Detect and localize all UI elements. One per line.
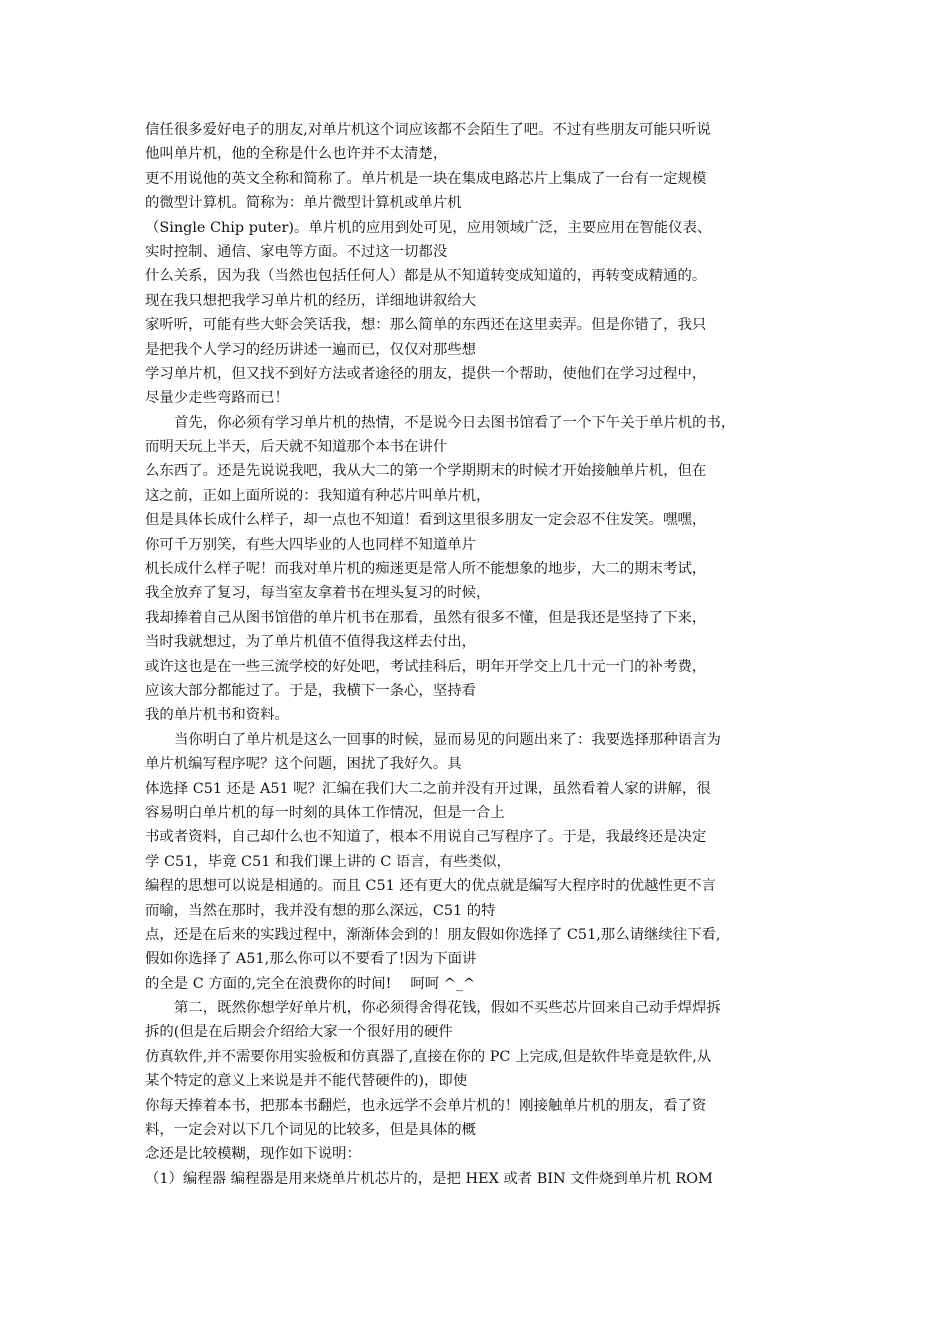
text-line: 当你明白了单片机是这么一回事的时候，显而易见的问题出来了：我要选择那种语言为	[174, 731, 721, 748]
text-line: 或许这也是在一些三流学校的好处吧，考试挂科后，明年开学交上几十元一门的补考费，	[145, 658, 707, 675]
text-line: 假如你选择了 A51,那么你可以不要看了!因为下面讲	[145, 951, 477, 968]
text-line: 学 C51，毕竟 C51 和我们课上讲的 C 语言，有些类似，	[145, 853, 511, 870]
text-line: 是把我个人学习的经历讲述一遍而已，仅仅对那些想	[145, 341, 476, 358]
document-page	[145, 118, 810, 1228]
text-line: 某个特定的意义上来说是并不能代替硬件的)，即使	[145, 1073, 468, 1090]
text-line: 料，一定会对以下几个词见的比较多，但是具体的概	[145, 1122, 476, 1139]
text-line: 实时控制、通信、家电等方面。不过这一切都没	[145, 243, 448, 260]
text-line: 仿真软件,并不需要你用实验板和仿真器了,直接在你的 PC 上完成,但是软件毕竟是软件,从	[145, 1048, 712, 1065]
text-line: 而喻，当然在那时，我并没有想的那么深远，C51 的特	[145, 902, 496, 919]
text-line: 容易明白单片机的每一时刻的具体工作情况，但是一合上	[145, 804, 505, 821]
text-line: 信任很多爱好电子的朋友,对单片机这个词应该都不会陌生了吧。不过有些朋友可能只听说	[145, 122, 711, 138]
text-line: 什么关系，因为我（当然也包括任何人）都是从不知道转变成知道的，再转变成精通的。	[145, 268, 707, 285]
text-line: 现在我只想把我学习单片机的经历，详细地讲叙给大	[145, 292, 476, 309]
text-line: 单片机编写程序呢？这个问题，困扰了我好久。具	[145, 756, 462, 773]
text-line: 的微型计算机。简称为：单片微型计算机或单片机	[145, 195, 462, 212]
text-line: 我全放弃了复习，每当室友拿着书在埋头复习的时候，	[145, 585, 491, 602]
text-line: 的全是 C 方面的,完全在浪费你的时间! 呵呵 ^_^	[145, 975, 476, 992]
text-line: 他叫单片机，他的全称是什么也许并不太清楚，	[145, 146, 448, 163]
text-line: 家听听，可能有些大虾会笑话我，想：那么简单的东西还在这里卖弄。但是你错了，我只	[145, 317, 707, 334]
text-line: （Single Chip puter)。单片机的应用到处可见，应用领域广泛，主要应用在智能仪表、	[145, 219, 712, 236]
text-line: 点，还是在后来的实践过程中，渐渐体会到的！朋友假如你选择了 C51,那么请继续往下看,	[145, 926, 721, 943]
text-line: 么东西了。还是先说说我吧，我从大二的第一个学期期末的时候才开始接触单片机，但在	[145, 463, 707, 480]
text-line: 尽量少走些弯路而已！	[145, 390, 289, 407]
text-line: 你可千万别笑，有些大四毕业的人也同样不知道单片	[145, 536, 476, 553]
text-line: 学习单片机，但又找不到好方法或者途径的朋友，提供一个帮助，使他们在学习过程中，	[145, 365, 707, 382]
text-line: 书或者资料，自己却什么也不知道了，根本不用说自己写程序了。于是，我最终还是决定	[145, 829, 707, 846]
text-line: 我的单片机书和资料。	[145, 707, 289, 724]
text-line: 编程的思想可以说是相通的。而且 C51 还有更大的优点就是编写大程序时的优越性更不言	[145, 878, 716, 895]
text-line: 但是具体长成什么样子，却一点也不知道！看到这里很多朋友一定会忍不住发笑。嘿嘿，	[145, 512, 707, 529]
text-line: 当时我就想过，为了单片机值不值得我这样去付出，	[145, 634, 476, 651]
text-line: 我却捧着自己从图书馆借的单片机书在那看，虽然有很多不懂，但是我还是坚持了下来，	[145, 609, 707, 626]
text-line: 机长成什么样子呢！而我对单片机的痴迷更是常人所不能想象的地步，大二的期末考试，	[145, 561, 707, 578]
text-line: 你每天捧着本书，把那本书翻烂，也永远学不会单片机的！刚接触单片机的朋友，看了资	[145, 1097, 707, 1114]
text-line: 应该大部分都能过了。于是，我横下一条心，坚持看	[145, 682, 476, 699]
text-line: 体选择 C51 还是 A51 呢？汇编在我们大二之前并没有开过课，虽然看着人家的讲解，很	[145, 780, 711, 797]
text-line: 这之前，正如上面所说的：我知道有种芯片叫单片机，	[145, 487, 491, 504]
text-line: 首先，你必须有学习单片机的热情，不是说今日去图书馆看了一个下午关于单片机的书，	[174, 414, 736, 431]
text-line: 拆的(但是在后期会介绍给大家一个很好用的硬件	[145, 1024, 453, 1041]
text-line: 而明天玩上半天，后天就不知道那个本书在讲什	[145, 439, 448, 456]
text-line: 第二，既然你想学好单片机，你必须得舍得花钱，假如不买些芯片回来自己动手焊焊拆	[174, 1000, 721, 1017]
text-line: 念还是比较模糊，现作如下说明：	[145, 1146, 361, 1163]
text-line: 更不用说他的英文全称和简称了。单片机是一块在集成电路芯片上集成了一台有一定规模	[145, 170, 707, 187]
text-line: （1）编程器 编程器是用来烧单片机芯片的，是把 HEX 或者 BIN 文件烧到单片机 ROM	[145, 1170, 713, 1187]
